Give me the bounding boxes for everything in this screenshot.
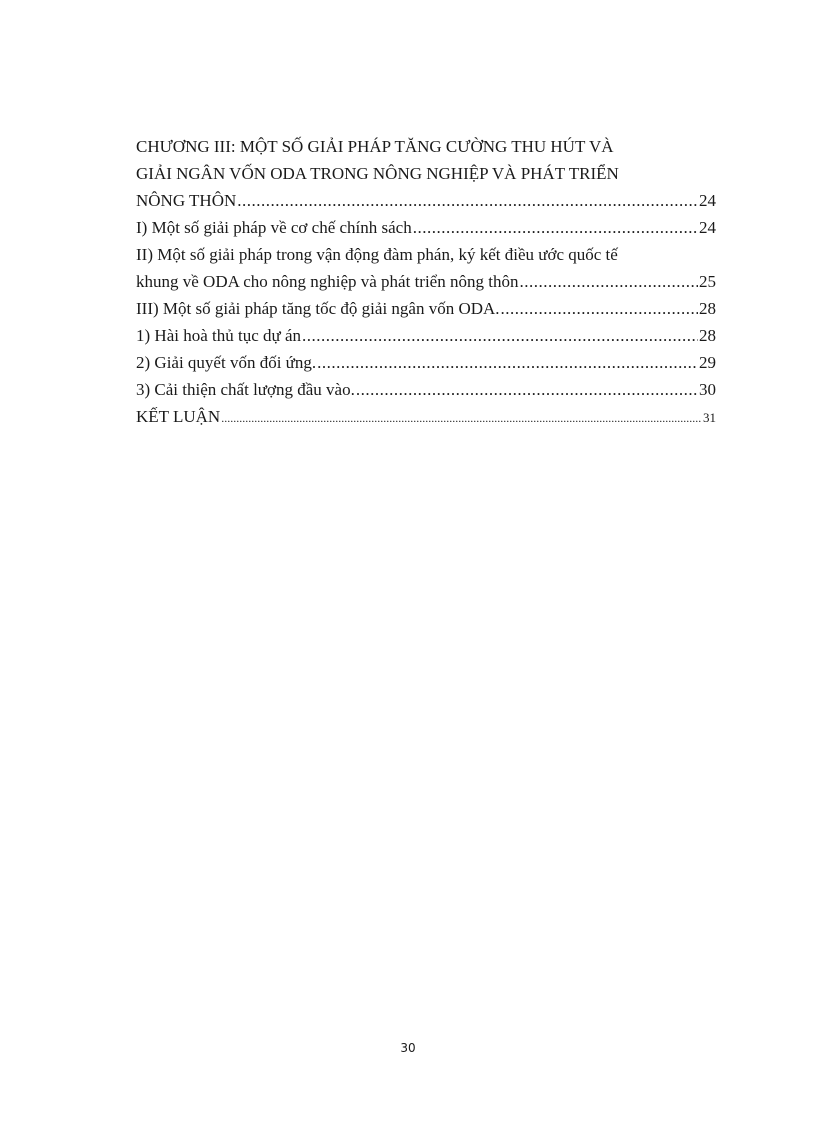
toc-chapter3-line2: GIẢI NGÂN VỐN ODA TRONG NÔNG NGHIỆP VÀ PHÁT TRIỂN <box>136 164 619 183</box>
toc-entry-page: 24 <box>699 218 716 237</box>
toc-leader-dots <box>501 295 698 322</box>
toc-entry-title: KẾT LUẬN <box>136 407 221 426</box>
toc-chapter3-line1: CHƯƠNG III: MỘT SỐ GIẢI PHÁP TĂNG CƯỜNG THU HÚT VÀ <box>136 137 614 156</box>
toc-entry-page: 31 <box>703 410 716 425</box>
toc-entry-page: 29 <box>699 353 716 372</box>
toc-chapter3-line3 <box>136 187 716 214</box>
toc-entry-page: 30 <box>699 380 716 399</box>
toc-entry-line1: II) Một số giải pháp trong vận động đàm phán, ký kết điều ước quốc tế <box>136 245 618 264</box>
toc-entry-title: 2) Giải quyết vốn đối ứng. <box>136 353 317 372</box>
toc-entry-title: 1) Hài hoà thủ tục dự án <box>136 326 302 345</box>
toc-entry-title: NÔNG THÔN <box>136 191 237 210</box>
toc-entry <box>136 295 716 322</box>
toc-leader-dots <box>221 405 702 430</box>
toc-entry-title: khung về ODA cho nông nghiệp và phát triển nông thôn <box>136 272 519 291</box>
toc-entry <box>136 214 716 241</box>
toc-entry-title: 3) Cải thiện chất lượng đầu vào. <box>136 380 355 399</box>
toc-entry-title: I) Một số giải pháp về cơ chế chính sách <box>136 218 412 237</box>
toc-entry <box>136 268 716 295</box>
toc-entry-title: III) Một số giải pháp tăng tốc độ giải ngân vốn ODA. <box>136 299 500 318</box>
page-number: 30 <box>400 1041 416 1055</box>
toc-entry <box>136 376 716 403</box>
table-of-contents <box>136 133 716 430</box>
toc-entry-page: 28 <box>699 326 716 345</box>
toc-leader-dots <box>317 349 698 376</box>
toc-entry-page: 25 <box>699 272 716 291</box>
toc-leader-dots <box>356 376 698 403</box>
toc-leader-dots <box>237 187 698 214</box>
toc-leader-dots <box>413 214 698 241</box>
toc-entry-page: 24 <box>699 191 716 210</box>
toc-entry-page: 28 <box>699 299 716 318</box>
toc-entry <box>136 403 716 430</box>
toc-entry <box>136 349 716 376</box>
toc-leader-dots <box>519 268 698 295</box>
toc-entry <box>136 322 716 349</box>
toc-leader-dots <box>302 322 698 349</box>
